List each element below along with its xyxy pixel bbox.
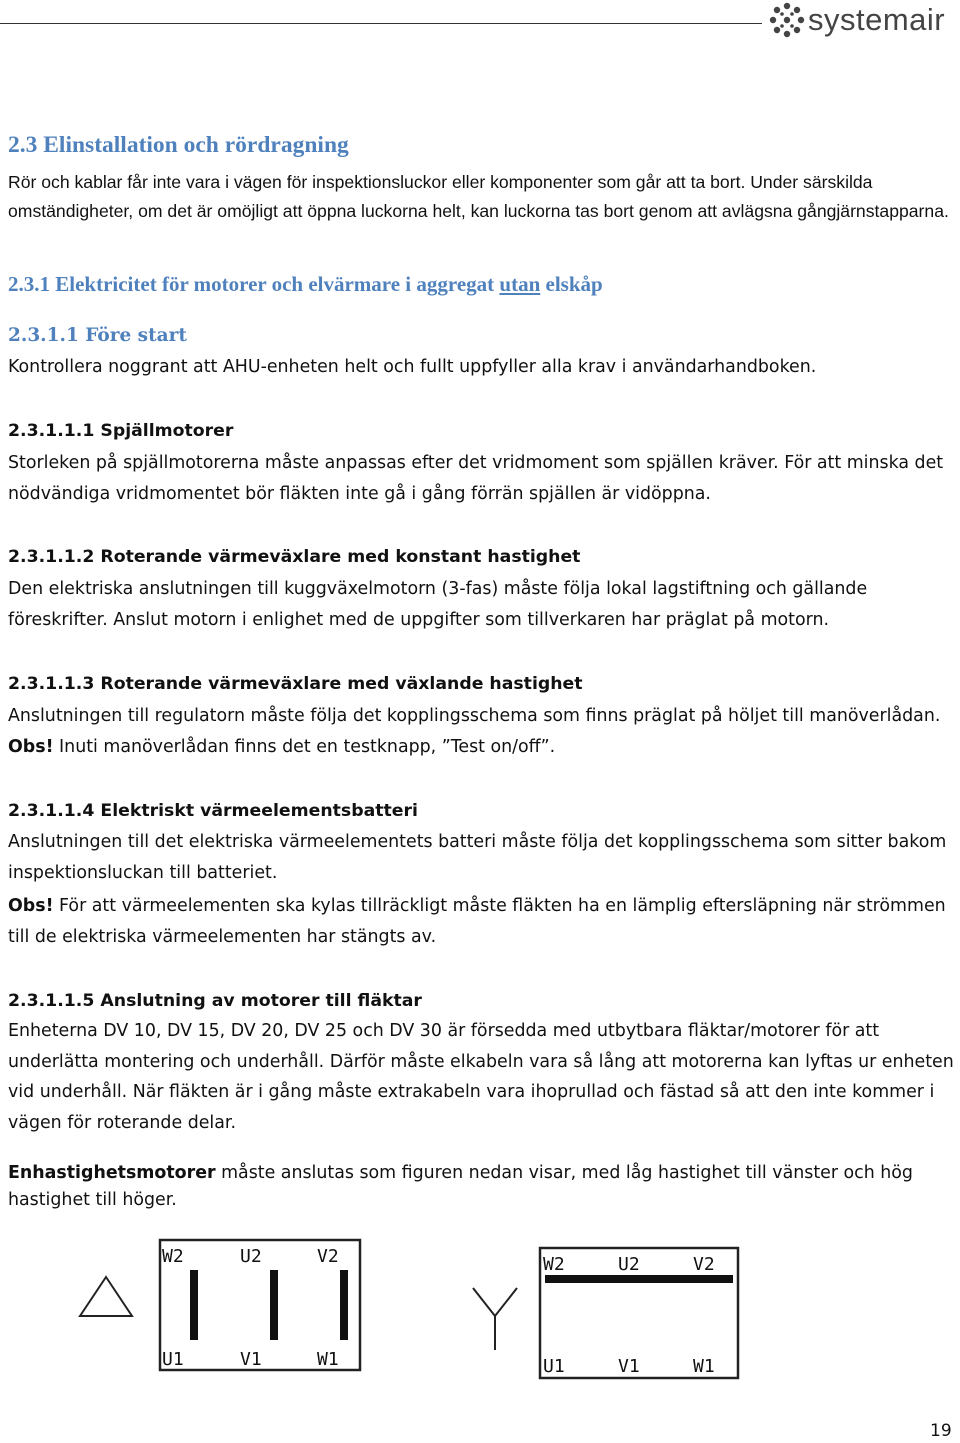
paragraph-2-3-1-1-5: Enheterna DV 10, DV 15, DV 20, DV 25 och DV 30 är försedda med utbytbara fläktar/motorer för att underlätta montering och underhåll. Därför måste elkabeln vara så lång att motorerna kan lyftas ur enheten vid underhåll. När fläkten är i gång måste extrakabeln vara ihoprullad och fästad så att den inte kommer i vägen för roterande delar. <box>8 1021 954 1133</box>
section-heading-2-3: 2.3 Elinstallation och rördragning <box>8 132 349 158</box>
delta-connection-diagram <box>70 1230 390 1375</box>
delta-bridges <box>190 1270 348 1340</box>
section-heading-2-3-1-1-5: 2.3.1.1.5 Anslutning av motorer till fläktar <box>8 991 422 1011</box>
star-label-bottom-1: U1 <box>543 1356 565 1377</box>
delta-bridge-2 <box>270 1270 278 1340</box>
obs-note-2-3-1-1-3 <box>8 732 958 763</box>
section-heading-2-3-1 <box>8 272 603 297</box>
star-label-top-3: V2 <box>693 1254 715 1275</box>
motor-note-text: måste anslutas som figuren nedan visar, med låg hastighet till vänster och hög hastighet till höger. <box>8 1163 913 1210</box>
heading-2-3-1-underlined: utan <box>499 272 541 296</box>
obs-label: Obs! <box>8 737 54 757</box>
delta-bridge-3 <box>340 1270 348 1340</box>
obs-text: För att värmeelementen ska kylas tillräckligt måste fläkten ha en lämplig eftersläpning när strömmen till de elektriska värmeelementen har stängts av. <box>8 896 946 947</box>
delta-label-top-2: U2 <box>240 1246 262 1267</box>
delta-bridge-1 <box>190 1270 198 1340</box>
delta-label-bottom-1: U1 <box>162 1349 184 1370</box>
brand-logo <box>768 2 958 40</box>
section-heading-2-3-1-1-4: 2.3.1.1.4 Elektriskt värmeelementsbatteri <box>8 801 418 821</box>
paragraph-2-3-1-1-2: Den elektriska anslutningen till kuggväxelmotorn (3-fas) måste följa lokal lagstiftning och gällande föreskrifter. Anslut motorn i enlighet med de uppgifter som tillverkaren har präglat på motorn. <box>8 579 868 630</box>
page-number: 19 <box>930 1421 952 1441</box>
paragraph-motor-note <box>8 1160 958 1214</box>
heading-2-3-1-tail: elskåp <box>540 272 603 296</box>
header-rule <box>0 23 762 24</box>
delta-triangle-icon <box>80 1277 132 1316</box>
obs-text: Inuti manöverlådan finns det en testknapp, ”Test on/off”. <box>53 737 556 757</box>
delta-label-top-3: V2 <box>317 1246 339 1267</box>
heading-2-3-1-text: 2.3.1 Elektricitet för motorer och elvärmare i aggregat <box>8 272 500 296</box>
star-connection-diagram <box>465 1240 765 1385</box>
delta-label-bottom-2: V1 <box>240 1349 262 1370</box>
bold-lead: Enhastighetsmotorer <box>8 1163 216 1183</box>
paragraph-2-3-1-1-3: Anslutningen till regulatorn måste följa det kopplingsschema som finns präglat på höljet till manöverlådan. <box>8 706 941 726</box>
obs-label: Obs! <box>8 896 54 916</box>
brand-name: systemair <box>808 2 946 37</box>
star-label-bottom-3: W1 <box>693 1356 715 1377</box>
star-bridge <box>545 1275 733 1283</box>
star-label-bottom-2: V1 <box>618 1356 640 1377</box>
delta-label-top-1: W2 <box>162 1246 184 1267</box>
star-label-top-1: W2 <box>543 1254 565 1275</box>
paragraph-2-3-1-1-1: Storleken på spjällmotorerna måste anpassas efter det vridmoment som spjällen kräver. För att minska det nödvändiga vridmomentet bör fläkten inte gå i gång förrän spjällen är vidöppna. <box>8 453 944 504</box>
section-heading-2-3-1-1: 2.3.1.1 Före start <box>8 325 187 346</box>
star-y-icon <box>473 1288 517 1350</box>
paragraph-2-3-1-1: Kontrollera noggrant att AHU-enheten helt och fullt uppfyller alla krav i användarhandboken. <box>8 357 817 377</box>
obs-note-2-3-1-1-4 <box>8 891 958 953</box>
star-label-top-2: U2 <box>618 1254 640 1275</box>
section-heading-2-3-1-1-3: 2.3.1.1.3 Roterande värmeväxlare med växlande hastighet <box>8 674 583 694</box>
section-heading-2-3-1-1-2: 2.3.1.1.2 Roterande värmeväxlare med konstant hastighet <box>8 547 581 567</box>
delta-label-bottom-3: W1 <box>317 1349 339 1370</box>
paragraph-2-3-1-1-4: Anslutningen till det elektriska värmeelementets batteri måste följa det kopplingsschema som sitter bakom inspektionsluckan till batteriet. <box>8 832 947 883</box>
paragraph-2-3: Rör och kablar får inte vara i vägen för inspektionsluckor eller komponenter som går att ta bort. Under särskilda omständigheter, om det är omöjligt att öppna luckorna helt, kan luckorna tas bort genom att avlägsna gångjärnstapparna. <box>8 172 949 221</box>
section-heading-2-3-1-1-1: 2.3.1.1.1 Spjällmotorer <box>8 421 234 441</box>
systemair-dot-logo-icon <box>768 2 806 40</box>
